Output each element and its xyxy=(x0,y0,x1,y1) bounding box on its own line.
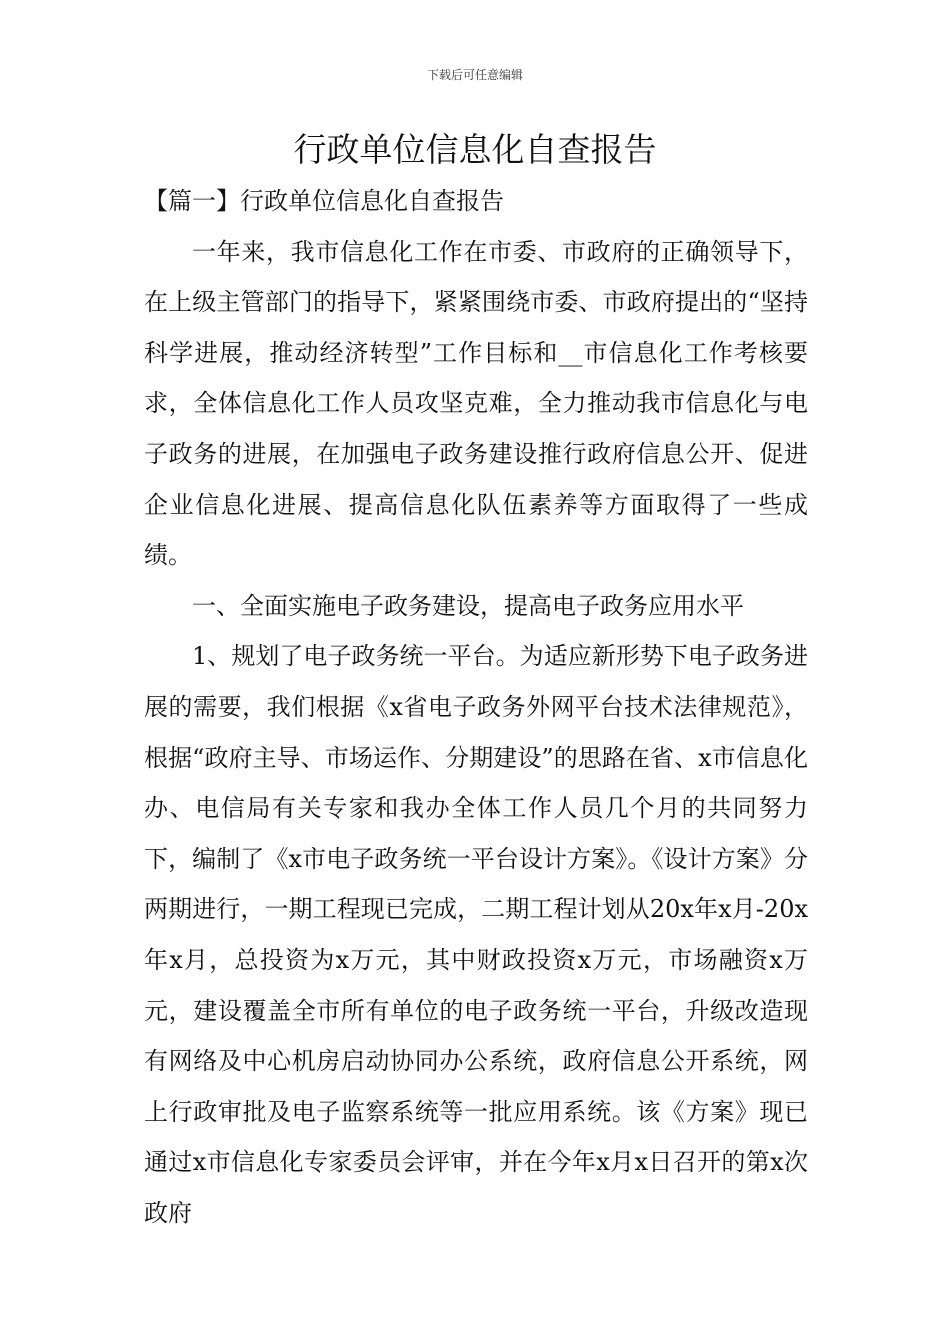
document-title: 行政单位信息化自查报告 xyxy=(293,130,657,169)
paragraph-section-one-heading: 一、全面实施电子政务建设，提高电子政务应用水平 xyxy=(192,591,744,620)
section-heading: 【篇一】行政单位信息化自查报告 xyxy=(144,187,504,215)
document-body xyxy=(144,176,808,1238)
header-note: 下载后可任意编辑 xyxy=(426,68,523,82)
paragraph-item-one: 1、规划了电子政务统一平台。为适应新形势下电子政务进展的需要，我们根据《x省电子政务外网平台技术法律规范》，根据“政府主导、市场运作、分期建设”的思路在省、x市信息化办、电信局有关专家和我办全体工作人员几个月的共同努力下，编制了《x市电子政务统一平台设计方案》。《设计方案》分两期进行，一期工程现已完成，二期工程计划从20x年x月-20x年x月，总投资为x万元，其中财政投资x万元，市场融资x万元，建设覆盖全市所有单位的电子政务统一平台，升级改造现有网络及中心机房启动协同办公系统，政府信息公开系统，网上行政审批及电子监察系统等一批应用系统。该《方案》现已通过x市信息化专家委员会评审，并在今年x月x日召开的第x次政府 xyxy=(144,642,808,1227)
paragraph-intro: 一年来，我市信息化工作在市委、市政府的正确领导下，在上级主管部门的指导下，紧紧围绕市委、市政府提出的“坚持科学进展，推动经济转型”工作目标和__市信息化工作考核要求，全体信息化工作人员攻坚克难，全力推动我市信息化与电子政务的进展，在加强电子政务建设推行政府信息公开、促进企业信息化进展、提高信息化队伍素养等方面取得了一些成绩。 xyxy=(144,237,808,570)
